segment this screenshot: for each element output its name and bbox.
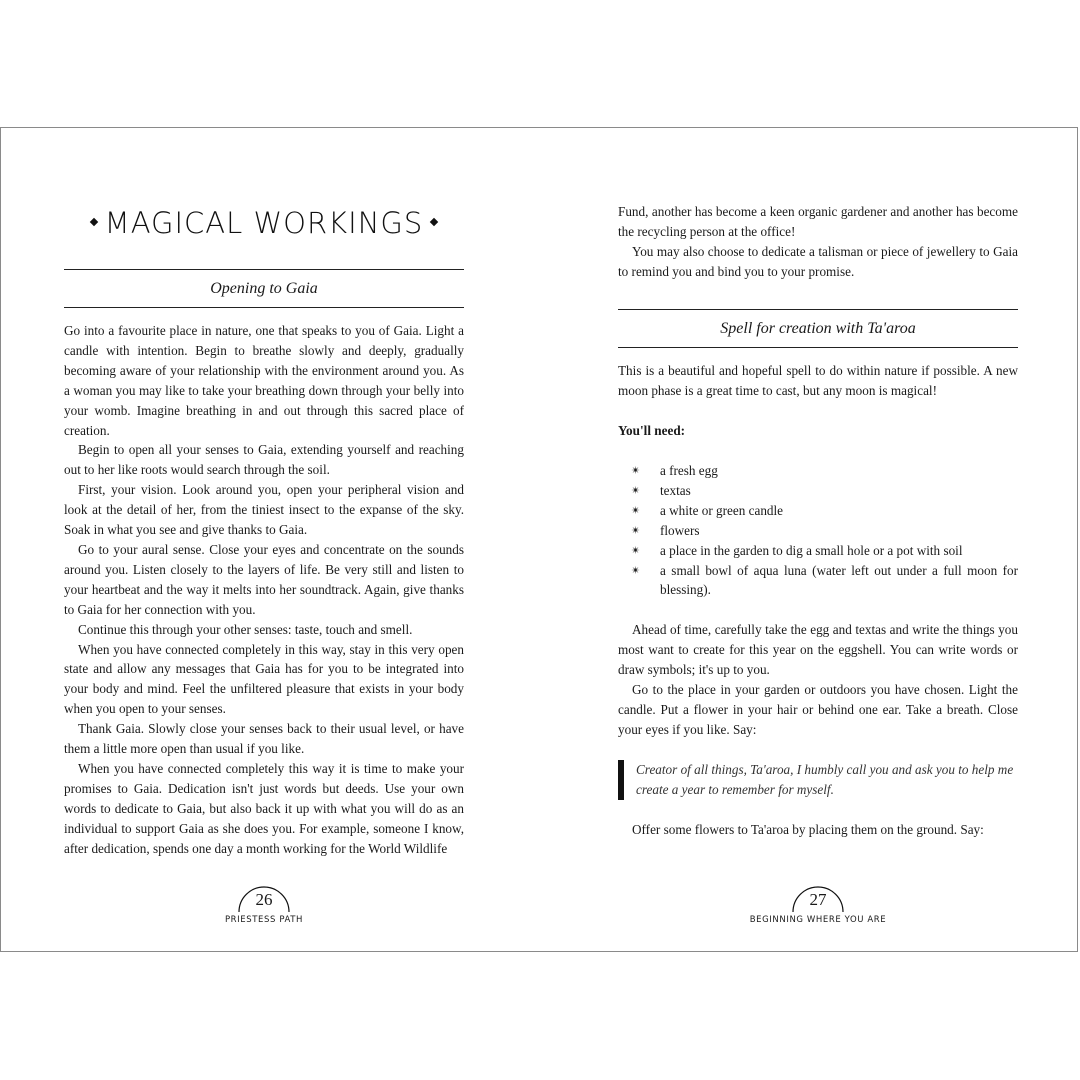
- star-bullet-icon: ✴: [631, 523, 641, 537]
- paragraph: Fund, another has become a keen organic gardener and another has become the recycling person at the office!: [618, 204, 1018, 239]
- invocation-quote: Creator of all things, Ta'aroa, I humbly call you and ask you to help me create a year to remember for myself.: [618, 760, 1018, 800]
- book-spread: [0, 127, 1078, 952]
- paragraph: Continue this through your other senses: taste, touch and smell.: [78, 621, 413, 637]
- list-item: ✴ textas: [631, 481, 1018, 501]
- diamond-ornament-icon: [89, 218, 97, 226]
- paragraph: Begin to open all your senses to Gaia, extending yourself and reaching out to her like roots would search through the soil.: [64, 442, 464, 478]
- list-item: ✴ a fresh egg: [631, 461, 1018, 481]
- running-footer: PRIESTESS PATH: [224, 915, 304, 925]
- star-bullet-icon: ✴: [631, 543, 641, 557]
- spell-closing: [618, 820, 1018, 840]
- section-title-opening-to-gaia: Opening to Gaia: [64, 269, 464, 308]
- star-bullet-icon: ✴: [631, 563, 641, 577]
- paragraph: When you have connected completely in this way, stay in this very open state and allow any messages that Gaia has for you to be integrated into your body and mind. Feel the unfiltered pleasure that exists in your body when you open to your senses.: [64, 641, 464, 717]
- paragraph: This is a beautiful and hopeful spell to do within nature if possible. A new moon phase is a great time to cast, but any moon is magical!: [618, 363, 1018, 398]
- ingredients-list: [631, 461, 1018, 600]
- paragraph: You may also choose to dedicate a talisman or piece of jewellery to Gaia to remind you and bind you to your promise.: [618, 243, 1018, 279]
- running-footer: BEGINNING WHERE YOU ARE: [749, 915, 887, 925]
- paragraph: When you have connected completely this way it is time to make your promises to Gaia. Dedication isn't just words but deeds. Use your own words to dedicate to Gaia, but also back it up with what you will do as an individual to support Gaia as she does you. For example, someone I know, after dedication, spends one day a month working for the World Wildlife: [64, 760, 464, 856]
- page-folio-right: [618, 883, 1018, 925]
- left-body-text: [64, 321, 464, 858]
- needs-label-block: [618, 421, 1018, 441]
- needs-label: You'll need:: [618, 423, 686, 438]
- left-page: [64, 128, 464, 951]
- star-bullet-icon: ✴: [631, 464, 641, 477]
- diamond-ornament-icon: [430, 218, 438, 226]
- page-folio-left: [64, 883, 464, 925]
- list-item: ✴ a place in the garden to dig a small hole or a pot with soil: [631, 541, 1018, 561]
- paragraph: Go into a favourite place in nature, one that speaks to you of Gaia. Light a candle with intention. Begin to breathe slowly and deeply, gradually becoming aware of your relationship with the environment around you. As a woman you may like to take your breathing down through your belly into your womb. Imagine breathing in and out through this sacred place of creation.: [64, 323, 464, 438]
- spell-intro: [618, 361, 1018, 401]
- right-continued-text: [618, 202, 1018, 282]
- star-bullet-icon: ✴: [631, 483, 641, 497]
- star-bullet-icon: ✴: [631, 503, 641, 517]
- page-number: 27: [809, 890, 827, 909]
- section-title-spell-for-creation: Spell for creation with Ta'aroa: [618, 309, 1018, 348]
- list-item: ✴ flowers: [631, 521, 1018, 541]
- spell-steps: [618, 620, 1018, 739]
- chapter-heading-text: MAGICAL WORKINGS: [104, 206, 424, 240]
- paragraph: Ahead of time, carefully take the egg and textas and write the things you most want to create for this year on the eggshell. You can write words or draw symbols; it's up to you.: [618, 622, 1018, 677]
- paragraph: Thank Gaia. Slowly close your senses back to their usual level, or have them a little more open than usual if you like.: [64, 721, 464, 757]
- right-page: [618, 128, 1018, 951]
- list-item: ✴ a white or green candle: [631, 501, 1018, 521]
- list-item: ✴ a small bowl of aqua luna (water left out under a full moon for blessing).: [631, 562, 1018, 598]
- page-number: 26: [255, 890, 273, 909]
- paragraph: First, your vision. Look around you, open your peripheral vision and look at the detail of her, from the tiniest insect to the expanse of the sky. Soak in what you see and give thanks to Gaia.: [64, 482, 464, 538]
- chapter-heading: [64, 206, 464, 240]
- paragraph: Go to your aural sense. Close your eyes and concentrate on the sounds around you. Listen closely to the layers of life. Be very still and listen to your heartbeat and the way it melts into her soundtrack. Again, give thanks to Gaia for her connection with you.: [64, 541, 464, 617]
- paragraph: Offer some flowers to Ta'aroa by placing them on the ground. Say:: [632, 822, 984, 837]
- paragraph: Go to the place in your garden or outdoors you have chosen. Light the candle. Put a flower in your hair or behind one ear. Take a breath. Close your eyes if you like. Say:: [618, 681, 1018, 737]
